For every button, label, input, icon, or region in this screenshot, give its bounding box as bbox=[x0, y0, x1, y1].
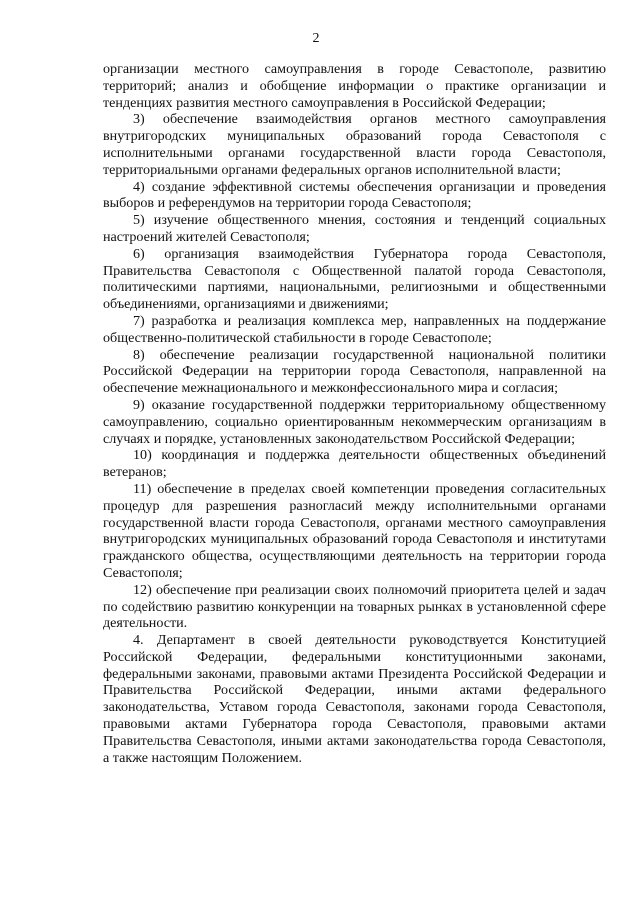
paragraph-item-7: 7) разработка и реализация комплекса мер, направленных на поддержание общественно-политической стабильности в городе Севастополе; bbox=[103, 312, 606, 346]
paragraph-item-10: 10) координация и поддержка деятельности общественных объединений ветеранов; bbox=[103, 447, 606, 481]
paragraph-section-4: 4. Департамент в своей деятельности руководствуется Конституцией Российской Федерации, федеральными конституционными законами, федеральными законами, правовыми актами Президента Российской Федерации и Правительства Российской Федерации, иными актами федерального законодательства, Уставом города Севастополя, законами города Севастополя, правовыми актами Губернатора города Севастополя, правовыми актами Правительства Севастополя, иными актами законодательства города Севастополя, а также настоящим Положением. bbox=[103, 632, 606, 766]
paragraph-item-11: 11) обеспечение в пределах своей компетенции проведения согласительных процедур для разрешения разногласий между исполнительными органами государственной власти города Севастополя, органами местного самоуправления внутригородских муниципальных образований города Севастополя и институтами гражданского общества, осуществляющими деятельность на территории города Севастополя; bbox=[103, 480, 606, 581]
paragraph-item-6: 6) организация взаимодействия Губернатора города Севастополя, Правительства Севастополя с Общественной палатой города Севастополя, политическими партиями, национальными, религиозными и общественными объединениями, организациями и движениями; bbox=[103, 245, 606, 313]
paragraph-continuation: организации местного самоуправления в городе Севастополе, развитию территорий; анализ и обобщение информации о практике организации и тенденциях развития местного самоуправления в Российской Федерации; bbox=[103, 61, 606, 111]
paragraph-item-12: 12) обеспечение при реализации своих полномочий приоритета целей и задач по содействию развитию конкуренции на товарных рынках в установленной сфере деятельности. bbox=[103, 581, 606, 632]
document-body bbox=[103, 61, 606, 766]
page-number: 2 bbox=[312, 31, 320, 46]
paragraph-item-9: 9) оказание государственной поддержки территориальному общественному самоуправлению, социально ориентированным некоммерческим организациям в случаях и порядке, установленных законодательством Российской Федерации; bbox=[103, 396, 606, 447]
paragraph-item-4: 4) создание эффективной системы обеспечения организации и проведения выборов и референдумов на территории города Севастополя; bbox=[103, 178, 606, 212]
paragraph-item-3: 3) обеспечение взаимодействия органов местного самоуправления внутригородских муниципальных образований города Севастополя с исполнительными органами государственной власти города Севастополя, территориальными органами федеральных органов исполнительной власти; bbox=[103, 111, 606, 178]
paragraph-item-8: 8) обеспечение реализации государственной национальной политики Российской Федерации на территории города Севастополя, направленной на обеспечение межнационального и межконфессионального мира и согласия; bbox=[103, 346, 606, 397]
paragraph-item-5: 5) изучение общественного мнения, состояния и тенденций социальных настроений жителей Севастополя; bbox=[103, 212, 606, 245]
